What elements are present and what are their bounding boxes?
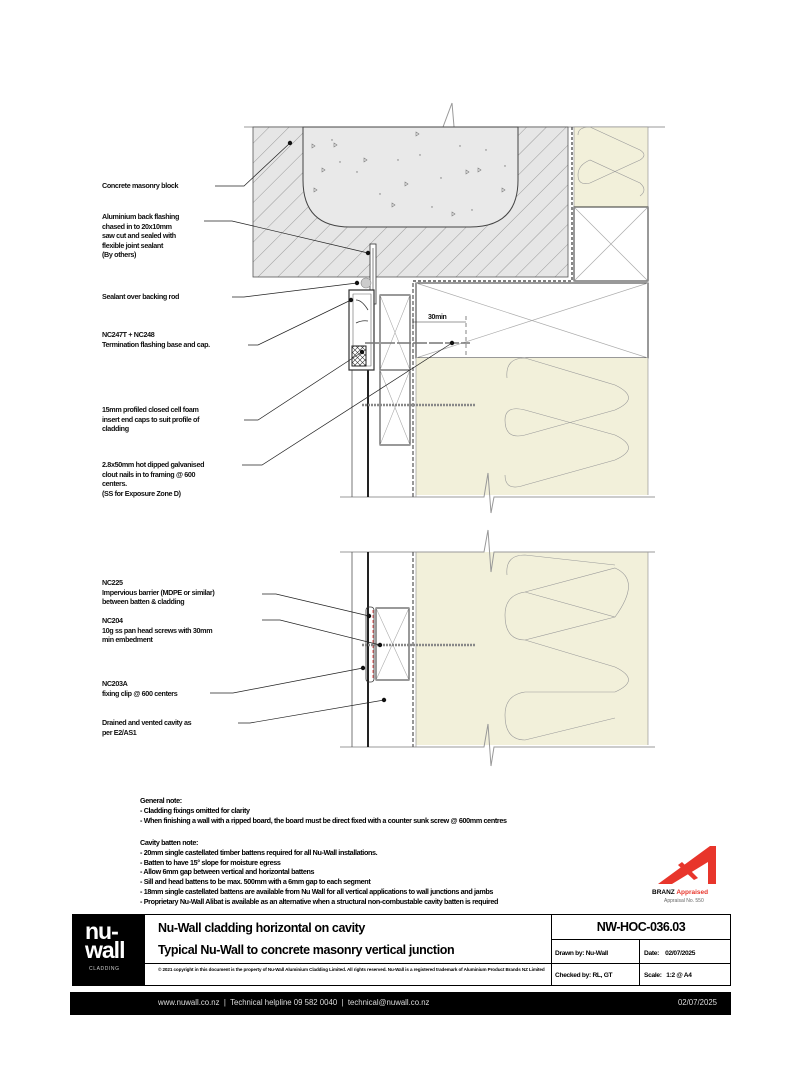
note-item: - 20mm single castellated timber battens required for all Nu-Wall installations. — [140, 847, 378, 857]
copyright-notice: © 2021 copyright in this document is the property of Nu-Wall Aluminium Cladding Limited. All rights reserved. Nu-Wall is a registered trademark of Aluminium Product Brands NZ Limited — [158, 967, 545, 972]
nuwall-logo — [73, 915, 145, 986]
callout-text: insert end caps to suit profile of — [102, 414, 200, 424]
note-item: - When finishing a wall with a ripped board, the board must be direct fixed with a counter sunk screw @ 600mm centres — [140, 815, 507, 825]
divider — [145, 963, 731, 964]
dimension-label: 30min — [428, 314, 447, 321]
callout-aluminium-back-flashing — [102, 212, 179, 260]
branz-brand: BRANZ — [652, 889, 675, 896]
callout-code: NC204 — [102, 616, 123, 625]
footer-date: 02/07/2025 — [677, 998, 717, 1007]
general-notes-title: General note: — [140, 796, 182, 805]
branz-appraised: Appraised — [676, 889, 709, 896]
checked-by: Checked by: RL, GT — [555, 972, 613, 979]
note-item: - Cladding fixings omitted for clarity — [140, 805, 250, 815]
callout-text: Drained and vented cavity as — [102, 718, 192, 727]
callout-text: per E2/AS1 — [102, 727, 137, 737]
drawing-title: Nu-Wall cladding horizontal on cavity — [158, 921, 365, 935]
callout-text: chased in to 20x10mm — [102, 221, 172, 231]
concrete-masonry-block — [253, 127, 572, 281]
branz-appraisal-number: Appraisal No. 550 — [664, 898, 704, 904]
callout-fixing-clip — [102, 679, 177, 698]
logo-wordmark — [85, 918, 125, 963]
callout-concrete-masonry-block — [102, 181, 178, 191]
logo-subtitle: CLADDING — [89, 966, 120, 972]
note-item: - 18mm single castellated battens are available from Nu Wall for all vertical applications to wall junctions and jambs — [140, 886, 494, 896]
drawing-code: NW-HOC-036.03 — [596, 920, 686, 934]
callout-text: Concrete masonry block — [102, 181, 179, 190]
callout-foam-insert — [102, 405, 199, 434]
callout-code: NC247T + NC248 — [102, 330, 155, 339]
general-notes — [140, 796, 507, 825]
callout-text: Termination flashing base and cap. — [102, 339, 210, 349]
callout-code: NC225 — [102, 578, 123, 587]
logo-line2: wall — [85, 937, 125, 963]
callout-text: between batten & cladding — [102, 597, 185, 606]
callout-code: NC203A — [102, 679, 128, 688]
note-item: - Proprietary Nu-Wall Alibat is available as an alternative when a structural non-combustable cavity batten is required — [140, 896, 499, 906]
timber-plate-horizontal — [416, 283, 648, 358]
callout-text: (SS for Exposure Zone D) — [102, 488, 181, 498]
callout-text: fixing clip @ 600 centers — [102, 688, 178, 698]
callout-termination-flashing — [102, 330, 210, 349]
callout-text: Aluminium back flashing — [102, 212, 180, 221]
branz-logo-icon — [652, 840, 732, 888]
callout-text: saw cut and sealed with — [102, 231, 176, 240]
note-item: - Batten to have 15° slope for moisture egress — [140, 857, 281, 867]
callout-pan-head-screws — [102, 616, 212, 645]
cavity-batten-notes — [140, 838, 498, 907]
callout-text: Sealant over backing rod — [102, 292, 180, 301]
callout-text: 15mm profiled closed cell foam — [102, 405, 199, 414]
divider — [639, 939, 640, 986]
drawn-by: Drawn by: Nu-Wall — [555, 950, 608, 957]
branz-appraised-badge — [652, 840, 732, 910]
callout-text: 2.8x50mm hot dipped galvanised — [102, 460, 205, 469]
callout-text: centers. — [102, 479, 127, 488]
callout-clout-nails — [102, 460, 204, 498]
callout-text: clout nails in to framing @ 600 — [102, 469, 196, 479]
note-item: - Sill and head battens to be max. 500mm with a 6mm gap to each segment — [140, 877, 371, 887]
callout-text: (By others) — [102, 250, 137, 259]
cavity-notes-title: Cavity batten note: — [140, 838, 199, 847]
footer-contact: www.nuwall.co.nz | Technical helpline 09 582 0040 | technical@nuwall.co.nz — [158, 998, 430, 1007]
branz-label — [652, 889, 708, 896]
timber-plate-top — [574, 207, 648, 281]
callout-text: min embedment — [102, 635, 153, 644]
drawing-subtitle: Typical Nu-Wall to concrete masonry vertical junction — [158, 943, 455, 957]
logo-line1: nu- — [85, 918, 118, 944]
callout-drained-cavity — [102, 718, 191, 737]
callout-text: flexible joint sealant — [102, 240, 163, 250]
footer-bar — [70, 992, 731, 1015]
callout-sealant-backing-rod — [102, 292, 179, 302]
divider — [551, 939, 731, 940]
insulation-top — [574, 127, 648, 207]
callout-text: 10g ss pan head screws with 30mm — [102, 625, 213, 635]
callout-text: Impervious barrier (MDPE or similar) — [102, 587, 215, 597]
title-block — [72, 914, 731, 986]
callout-text: cladding — [102, 424, 129, 433]
drawing-scale: Scale: 1:2 @ A4 — [644, 972, 692, 979]
note-item: - Allow 6mm gap between vertical and horizontal battens — [140, 867, 315, 877]
callout-impervious-barrier — [102, 578, 214, 607]
drawing-date: Date: 02/07/2025 — [644, 950, 696, 957]
